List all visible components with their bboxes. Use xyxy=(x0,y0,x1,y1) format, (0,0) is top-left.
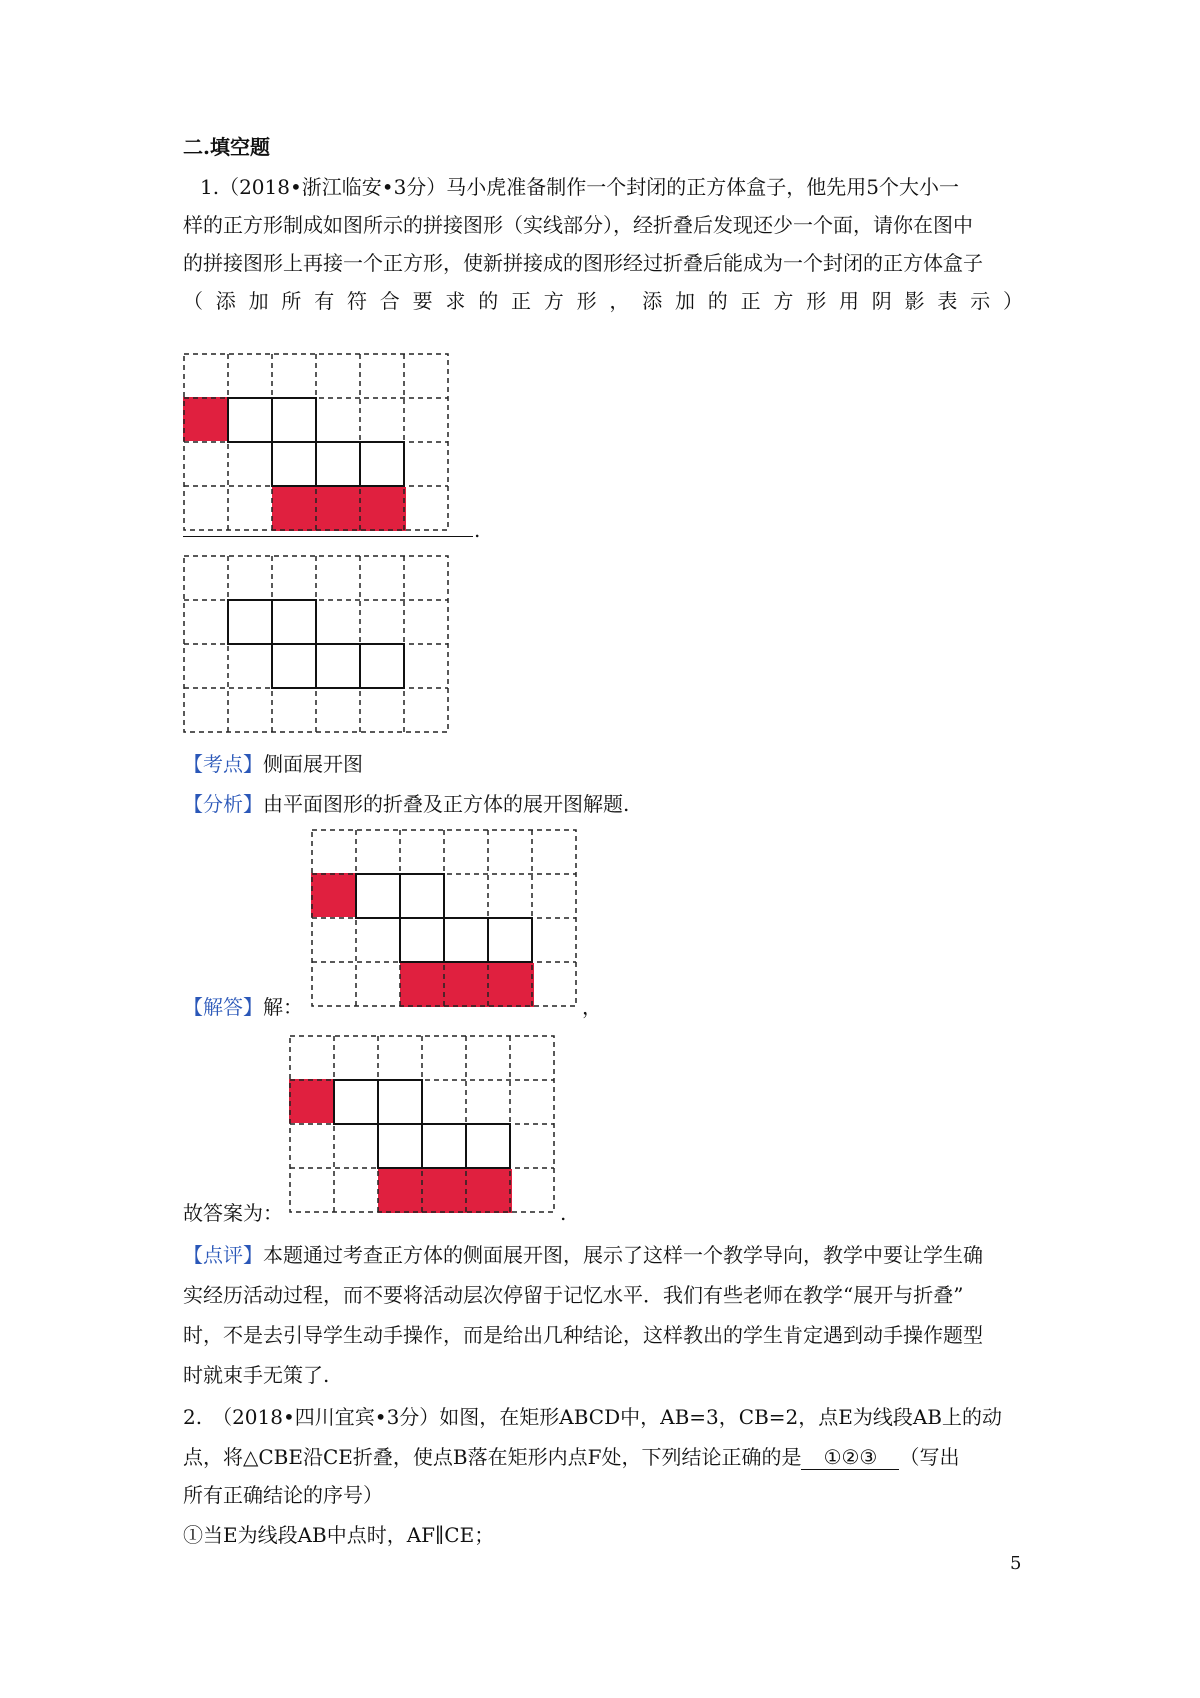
answer-suffix: . xyxy=(560,1201,567,1225)
dianping-line-4: 时就束手无策了. xyxy=(183,1363,330,1387)
kaodian-line xyxy=(183,750,1023,778)
answer-blank-line xyxy=(183,536,473,537)
q2-line-2 xyxy=(183,1443,1023,1471)
jieda-comma: ， xyxy=(582,995,602,1019)
answer-grid xyxy=(289,1035,557,1215)
page-number: 5 xyxy=(1010,1553,1022,1574)
q1-stem-line-2: 样的正方形制成如图所示的拼接图形（实线部分），经折叠后发现还少一个面，请你在图中 xyxy=(183,213,973,237)
grid-figure xyxy=(289,1035,557,1215)
fenxi-tag: 【分析】 xyxy=(183,792,263,816)
q1-filled-grid xyxy=(183,353,451,533)
answer-prefix: 故答案为： xyxy=(183,1201,283,1225)
q2-line-4: ①当E为线段AB中点时，AF∥CE； xyxy=(183,1523,495,1547)
shaded-square xyxy=(183,397,227,441)
q2-line-2-prefix: 点，将△CBE沿CE折叠，使点B落在矩形内点F处，下列结论正确的是 xyxy=(183,1445,802,1469)
q1-stem-line-1: 1.（2018•浙江临安•3分）马小虎准备制作一个封闭的正方体盒子，他先用5个大小一 xyxy=(200,175,960,199)
dianping-line-3: 时，不是去引导学生动手操作，而是给出几种结论，这样教出的学生肯定遇到动手操作题型 xyxy=(183,1323,983,1347)
grid-figure xyxy=(311,829,579,1009)
section-title: 二.填空题 xyxy=(183,135,270,159)
q2-line-1: 2. （2018•四川宜宾•3分）如图，在矩形ABCD中，AB=3，CB=2，点E为线段AB上的动 xyxy=(183,1405,1002,1429)
fenxi-line xyxy=(183,790,1023,818)
q1-stem-line-4: （添加所有符合要求的正方形，添加的正方形用阴影表示） xyxy=(183,289,1023,313)
jieda-line xyxy=(183,993,313,1021)
q2-line-3: 所有正确结论的序号） xyxy=(183,1483,383,1507)
q2-answer-blank: ①②③ xyxy=(801,1445,899,1470)
jieda-tag: 【解答】 xyxy=(183,995,263,1019)
shaded-square xyxy=(378,1169,512,1213)
kaodian-text: 侧面展开图 xyxy=(263,752,363,776)
dianping-line-1 xyxy=(183,1241,1023,1269)
dianping-line-2: 实经历活动过程，而不要将活动层次停留于记忆水平．我们有些老师在教学“展开与折叠” xyxy=(183,1283,964,1307)
dianping-tag: 【点评】 xyxy=(183,1243,263,1267)
q2-line-2-suffix: （写出 xyxy=(899,1445,960,1469)
shaded-square xyxy=(272,487,406,531)
shaded-square xyxy=(400,963,534,1007)
q1-original-grid xyxy=(183,555,451,735)
grid-figure xyxy=(183,353,451,533)
q1-stem-line-3: 的拼接图形上再接一个正方形，使新拼接成的图形经过折叠后能成为一个封闭的正方体盒子 xyxy=(183,251,983,275)
kaodian-tag: 【考点】 xyxy=(183,752,263,776)
dianping-text: 本题通过考查正方体的侧面展开图，展示了这样一个教学导向，教学中要让学生确 xyxy=(263,1243,983,1267)
grid-figure xyxy=(183,555,451,735)
fenxi-text: 由平面图形的折叠及正方体的展开图解题. xyxy=(263,792,630,816)
jieda-text: 解： xyxy=(263,995,303,1019)
q1-stem-period: . xyxy=(474,518,481,542)
shaded-square xyxy=(311,873,355,917)
jieda-grid xyxy=(311,829,579,1009)
shaded-square xyxy=(289,1079,333,1123)
